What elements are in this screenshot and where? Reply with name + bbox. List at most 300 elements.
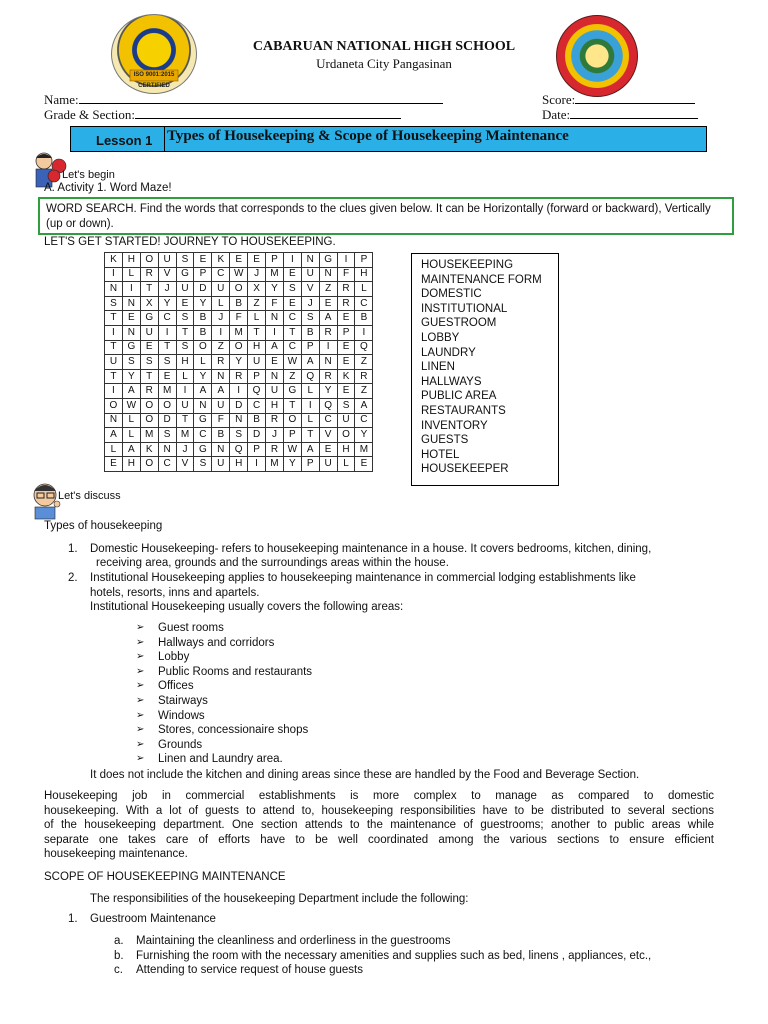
grid-cell[interactable]: E — [337, 384, 355, 399]
grid-cell[interactable]: C — [212, 267, 230, 282]
grid-cell[interactable]: F — [212, 413, 230, 428]
area-list-item — [136, 636, 312, 651]
grid-cell[interactable]: Y — [194, 369, 212, 384]
grid-cell[interactable]: Q — [248, 384, 266, 399]
grid-cell[interactable]: M — [230, 325, 248, 340]
grid-cell[interactable]: L — [122, 413, 140, 428]
grid-cell[interactable]: I — [105, 267, 123, 282]
grid-cell[interactable]: H — [230, 457, 248, 472]
grid-cell[interactable]: Q — [355, 340, 373, 355]
grid-cell[interactable]: Q — [319, 398, 337, 413]
grid-cell[interactable]: H — [176, 355, 194, 370]
grid-cell[interactable]: O — [140, 398, 158, 413]
grid-cell[interactable]: L — [301, 413, 319, 428]
score-field[interactable] — [542, 92, 695, 108]
grid-cell[interactable]: S — [140, 355, 158, 370]
area-label: Public Rooms and restaurants — [158, 665, 313, 678]
iso-badge-text: ISO 9001:2015 CERTIFIED — [133, 72, 175, 89]
grid-cell[interactable]: I — [122, 282, 140, 297]
grid-cell[interactable]: L — [105, 442, 123, 457]
grid-cell[interactable]: A — [301, 442, 319, 457]
grid-cell[interactable]: L — [176, 369, 194, 384]
grid-cell[interactable]: U — [105, 355, 123, 370]
area-list-item — [136, 723, 312, 738]
grid-row — [105, 296, 373, 311]
grid-cell[interactable]: Y — [194, 296, 212, 311]
grid-cell[interactable]: C — [158, 311, 176, 326]
grid-cell[interactable]: E — [248, 253, 266, 268]
grid-cell[interactable]: C — [283, 311, 301, 326]
grid-row — [105, 384, 373, 399]
grid-cell[interactable]: G — [122, 340, 140, 355]
grid-cell[interactable]: L — [337, 457, 355, 472]
lets-discuss-label: Let's discuss — [58, 490, 121, 502]
grid-cell[interactable]: H — [337, 442, 355, 457]
grade-section-line[interactable] — [135, 107, 401, 119]
grid-cell[interactable]: I — [319, 340, 337, 355]
grid-cell[interactable]: C — [194, 428, 212, 443]
grid-cell[interactable]: L — [212, 296, 230, 311]
grid-cell[interactable]: E — [283, 267, 301, 282]
area-label: Stairways — [158, 694, 208, 707]
grid-cell[interactable]: F — [266, 296, 284, 311]
scope-item1: Guestroom Maintenance — [90, 913, 216, 925]
grid-cell[interactable]: V — [158, 267, 176, 282]
grid-cell[interactable]: D — [230, 398, 248, 413]
grid-cell[interactable]: U — [140, 325, 158, 340]
grid-cell[interactable]: I — [158, 325, 176, 340]
word-list-item: HOUSEKEEPING — [421, 259, 514, 271]
grid-cell[interactable]: Z — [248, 296, 266, 311]
grid-cell[interactable]: O — [230, 282, 248, 297]
activity-heading: A. Activity 1. Word Maze! — [44, 182, 172, 194]
grid-cell[interactable]: T — [140, 282, 158, 297]
grid-row — [105, 413, 373, 428]
grid-cell[interactable]: B — [212, 428, 230, 443]
grid-cell[interactable]: K — [105, 253, 123, 268]
grid-cell[interactable]: C — [158, 457, 176, 472]
grid-cell[interactable]: W — [283, 355, 301, 370]
grid-row — [105, 340, 373, 355]
grid-cell[interactable]: I — [266, 325, 284, 340]
grid-cell[interactable]: N — [122, 296, 140, 311]
word-list-item: MAINTENANCE FORM — [421, 273, 542, 286]
grid-cell[interactable]: M — [176, 428, 194, 443]
subitem-letter: a. — [114, 935, 124, 947]
grid-cell[interactable]: H — [122, 253, 140, 268]
date-field[interactable] — [542, 107, 698, 123]
grid-cell[interactable]: T — [158, 340, 176, 355]
grid-cell[interactable]: E — [319, 442, 337, 457]
grid-cell[interactable]: O — [140, 253, 158, 268]
grid-cell[interactable]: V — [301, 282, 319, 297]
lets-begin-label: Let's begin — [62, 169, 115, 181]
grid-cell[interactable]: R — [355, 369, 373, 384]
grid-cell[interactable]: N — [212, 369, 230, 384]
grid-cell[interactable]: T — [105, 311, 123, 326]
grid-cell[interactable]: A — [122, 384, 140, 399]
item2-text: applies to housekeeping maintenance in commercial lodging establishments like — [224, 572, 636, 584]
housekeeping-paragraph — [44, 789, 714, 862]
grid-cell[interactable]: R — [319, 325, 337, 340]
grid-cell[interactable]: N — [301, 253, 319, 268]
item1-title: Domestic Housekeeping — [90, 543, 215, 555]
grid-cell[interactable]: Y — [283, 457, 301, 472]
grid-cell[interactable]: P — [301, 457, 319, 472]
word-search-grid — [104, 252, 373, 472]
grid-cell[interactable]: D — [194, 282, 212, 297]
scope-subitem — [114, 934, 734, 949]
grid-cell[interactable]: Y — [319, 384, 337, 399]
grid-cell[interactable]: N — [122, 325, 140, 340]
date-label: Date: — [542, 107, 571, 122]
grid-cell[interactable]: E — [122, 311, 140, 326]
grid-cell[interactable]: H — [266, 398, 284, 413]
grid-cell[interactable]: E — [337, 355, 355, 370]
grid-cell[interactable]: X — [248, 282, 266, 297]
grid-cell[interactable]: C — [355, 413, 373, 428]
name-field[interactable] — [44, 92, 443, 108]
grid-cell[interactable]: E — [140, 340, 158, 355]
grid-cell[interactable]: E — [230, 253, 248, 268]
grid-cell[interactable]: G — [194, 442, 212, 457]
area-list-item — [136, 650, 312, 665]
grid-cell[interactable]: J — [158, 282, 176, 297]
grid-cell[interactable]: U — [158, 253, 176, 268]
item2-title: Institutional Housekeeping — [90, 572, 225, 584]
grid-cell[interactable]: M — [140, 428, 158, 443]
grid-cell[interactable]: P — [337, 325, 355, 340]
grid-cell[interactable]: E — [194, 253, 212, 268]
grid-cell[interactable]: B — [194, 311, 212, 326]
area-list-item — [136, 665, 312, 680]
scope-subitem — [114, 949, 734, 964]
grid-row — [105, 282, 373, 297]
item1-line — [90, 542, 730, 557]
grid-cell[interactable]: S — [158, 355, 176, 370]
grid-cell[interactable]: O — [194, 340, 212, 355]
grid-cell[interactable]: A — [319, 311, 337, 326]
grid-cell[interactable]: J — [301, 296, 319, 311]
grid-cell[interactable]: Y — [355, 428, 373, 443]
grid-cell[interactable]: Z — [212, 340, 230, 355]
scope-intro: The responsibilities of the housekeeping Department include the following: — [90, 893, 469, 905]
grid-cell[interactable]: F — [230, 311, 248, 326]
grid-cell[interactable]: T — [248, 325, 266, 340]
lesson-header-bar — [70, 126, 707, 152]
grid-cell[interactable]: T — [301, 428, 319, 443]
grid-cell[interactable]: O — [158, 398, 176, 413]
grid-cell[interactable]: L — [194, 355, 212, 370]
journey-heading: LET'S GET STARTED! JOURNEY TO HOUSEKEEPING. — [44, 236, 336, 248]
grid-cell[interactable]: P — [266, 253, 284, 268]
grid-row — [105, 355, 373, 370]
grid-cell[interactable]: U — [266, 384, 284, 399]
grid-cell[interactable]: I — [337, 253, 355, 268]
grid-cell[interactable]: D — [248, 428, 266, 443]
grid-cell[interactable]: B — [355, 311, 373, 326]
grid-cell[interactable]: G — [140, 311, 158, 326]
grid-cell[interactable]: A — [301, 355, 319, 370]
grid-cell[interactable]: B — [301, 325, 319, 340]
grid-cell[interactable]: U — [212, 457, 230, 472]
word-list-item: HOUSEKEEPER — [421, 463, 509, 476]
grid-cell[interactable]: P — [248, 369, 266, 384]
grid-cell[interactable]: N — [319, 267, 337, 282]
grid-cell[interactable]: R — [266, 413, 284, 428]
grid-cell[interactable]: I — [248, 457, 266, 472]
grid-cell[interactable]: E — [355, 457, 373, 472]
grid-cell[interactable]: I — [176, 384, 194, 399]
grid-cell[interactable]: Z — [283, 369, 301, 384]
area-list-item — [136, 709, 312, 724]
grid-cell[interactable]: K — [212, 253, 230, 268]
grid-cell[interactable]: I — [105, 325, 123, 340]
grid-cell[interactable]: N — [266, 311, 284, 326]
subitem-letter: c. — [114, 964, 123, 977]
subitem-letter: b. — [114, 949, 124, 962]
grade-section-label: Grade & Section: — [44, 107, 135, 122]
arrow-bullet-icon: ➢ — [136, 709, 145, 721]
grid-cell[interactable]: M — [355, 442, 373, 457]
grid-cell[interactable]: S — [301, 311, 319, 326]
paragraph-line: of the housekeeping department. One section attends to the maintenance of guestrooms; another to public areas while — [44, 819, 714, 832]
grid-cell[interactable]: G — [283, 384, 301, 399]
grid-cell[interactable]: G — [176, 267, 194, 282]
grid-cell[interactable]: Y — [266, 282, 284, 297]
scope-item1-number: 1. — [68, 913, 78, 925]
grid-cell[interactable]: R — [319, 369, 337, 384]
grid-cell[interactable]: E — [158, 369, 176, 384]
grid-cell[interactable]: T — [283, 325, 301, 340]
grid-cell[interactable]: S — [194, 457, 212, 472]
grid-cell[interactable]: W — [283, 442, 301, 457]
grid-cell[interactable]: W — [122, 398, 140, 413]
grid-cell[interactable]: E — [176, 296, 194, 311]
grid-cell[interactable]: I — [355, 325, 373, 340]
grid-cell[interactable]: V — [176, 457, 194, 472]
grid-row — [105, 311, 373, 326]
grid-cell[interactable]: K — [140, 442, 158, 457]
grid-cell[interactable]: C — [248, 398, 266, 413]
grid-cell[interactable]: U — [337, 413, 355, 428]
grid-cell[interactable]: J — [266, 428, 284, 443]
grid-cell[interactable]: E — [105, 457, 123, 472]
grid-cell[interactable]: P — [283, 428, 301, 443]
grid-cell[interactable]: G — [194, 413, 212, 428]
grid-cell[interactable]: M — [266, 267, 284, 282]
item2-covers: Institutional Housekeeping usually covers the following areas: — [90, 601, 404, 613]
grid-cell[interactable]: A — [105, 428, 123, 443]
grid-cell[interactable]: O — [105, 398, 123, 413]
grid-cell[interactable]: A — [194, 384, 212, 399]
arrow-bullet-icon: ➢ — [136, 680, 145, 692]
grid-cell[interactable]: T — [105, 340, 123, 355]
grid-cell[interactable]: E — [283, 296, 301, 311]
grid-cell[interactable]: J — [212, 311, 230, 326]
grid-cell[interactable]: B — [248, 413, 266, 428]
grid-cell[interactable]: S — [230, 428, 248, 443]
grid-cell[interactable]: R — [140, 267, 158, 282]
area-list-item — [136, 694, 312, 709]
word-list-item: INVENTORY — [421, 419, 488, 432]
grid-cell[interactable]: S — [176, 340, 194, 355]
grid-cell[interactable]: B — [194, 325, 212, 340]
grid-cell[interactable]: W — [230, 267, 248, 282]
grid-cell[interactable]: I — [212, 325, 230, 340]
grid-cell[interactable]: Y — [158, 296, 176, 311]
grid-cell[interactable]: N — [319, 355, 337, 370]
grid-cell[interactable]: A — [355, 398, 373, 413]
grid-cell[interactable]: T — [140, 369, 158, 384]
grid-cell[interactable]: U — [319, 457, 337, 472]
grid-cell[interactable]: H — [122, 457, 140, 472]
grid-cell[interactable]: A — [122, 442, 140, 457]
paragraph-line: housekeeping. With a lot of guests to attend to, housekeeping responsibilities have to be distributed to several sections — [44, 804, 714, 817]
grid-cell[interactable]: S — [337, 398, 355, 413]
lesson-title: Types of Housekeeping & Scope of Housekeeping Maintenance — [167, 128, 569, 144]
grid-cell[interactable]: L — [248, 311, 266, 326]
word-list-box — [411, 253, 559, 486]
grid-cell[interactable]: Y — [122, 369, 140, 384]
grid-cell[interactable]: S — [158, 428, 176, 443]
grid-cell[interactable]: C — [319, 413, 337, 428]
subitem-text: Furnishing the room with the necessary amenities and supplies such as bed, linens , appliances, etc., — [136, 949, 652, 962]
name-line[interactable] — [79, 92, 443, 104]
grid-cell[interactable]: E — [266, 355, 284, 370]
grade-section-field[interactable] — [44, 107, 401, 123]
grid-cell[interactable]: Z — [355, 384, 373, 399]
grid-cell[interactable]: I — [230, 384, 248, 399]
grid-cell[interactable]: O — [230, 340, 248, 355]
grid-cell[interactable]: S — [283, 282, 301, 297]
score-line[interactable] — [575, 92, 695, 104]
grid-cell[interactable]: E — [337, 340, 355, 355]
area-label: Linen and Laundry area. — [158, 753, 283, 766]
grid-cell[interactable]: L — [301, 384, 319, 399]
grid-cell[interactable]: T — [105, 369, 123, 384]
grid-cell[interactable]: H — [248, 340, 266, 355]
grid-cell[interactable]: S — [176, 253, 194, 268]
grid-cell[interactable]: L — [355, 282, 373, 297]
grid-cell[interactable]: K — [337, 369, 355, 384]
arrow-bullet-icon: ➢ — [136, 694, 145, 706]
grid-cell[interactable]: D — [158, 413, 176, 428]
grid-cell[interactable]: V — [319, 428, 337, 443]
grid-cell[interactable]: N — [230, 413, 248, 428]
grid-cell[interactable]: N — [194, 398, 212, 413]
grid-cell[interactable]: A — [266, 340, 284, 355]
grid-cell[interactable]: J — [248, 267, 266, 282]
item2-continuation: hotels, resorts, inns and apartels. — [90, 587, 260, 599]
grid-cell[interactable]: N — [266, 369, 284, 384]
arrow-bullet-icon: ➢ — [136, 665, 145, 677]
grid-cell[interactable]: L — [122, 267, 140, 282]
grid-cell[interactable]: S — [122, 355, 140, 370]
instruction-box — [38, 197, 734, 235]
grid-cell[interactable]: E — [319, 296, 337, 311]
grid-cell[interactable]: O — [140, 413, 158, 428]
grid-cell[interactable]: P — [301, 340, 319, 355]
grid-cell[interactable]: C — [283, 340, 301, 355]
grid-cell[interactable]: U — [212, 282, 230, 297]
grid-cell[interactable]: P — [194, 267, 212, 282]
date-line[interactable] — [570, 107, 698, 119]
grid-cell[interactable]: U — [301, 267, 319, 282]
grid-cell[interactable]: U — [176, 398, 194, 413]
grid-cell[interactable]: G — [319, 253, 337, 268]
grid-cell[interactable]: I — [105, 384, 123, 399]
grid-cell[interactable]: Q — [230, 442, 248, 457]
item1-continuation: receiving area, grounds and the surroundings areas within the house. — [96, 557, 449, 569]
grid-cell[interactable]: T — [176, 413, 194, 428]
grid-cell[interactable]: Y — [230, 355, 248, 370]
word-list-item: LAUNDRY — [421, 346, 476, 359]
grid-cell[interactable]: Q — [301, 369, 319, 384]
grid-cell[interactable]: R — [337, 296, 355, 311]
grid-cell[interactable]: N — [105, 413, 123, 428]
grid-cell[interactable]: A — [212, 384, 230, 399]
grid-row — [105, 442, 373, 457]
grid-cell[interactable]: E — [337, 311, 355, 326]
item2-number: 2. — [68, 572, 78, 584]
grid-cell[interactable]: T — [176, 325, 194, 340]
arrow-bullet-icon: ➢ — [136, 738, 145, 750]
grid-cell[interactable]: M — [158, 384, 176, 399]
grid-cell[interactable]: Z — [319, 282, 337, 297]
grid-cell[interactable]: Z — [355, 355, 373, 370]
item1-text: - refers to housekeeping maintenance in a house. It covers bedrooms, kitchen, dining, — [214, 543, 652, 555]
grid-cell[interactable]: N — [212, 442, 230, 457]
grid-cell[interactable]: L — [122, 428, 140, 443]
grid-cell[interactable]: J — [176, 442, 194, 457]
grid-cell[interactable]: R — [230, 369, 248, 384]
grid-cell[interactable]: R — [266, 442, 284, 457]
grid-cell[interactable]: M — [266, 457, 284, 472]
grid-cell[interactable]: N — [158, 442, 176, 457]
grid-cell[interactable]: R — [337, 282, 355, 297]
grid-cell[interactable]: I — [301, 398, 319, 413]
grid-row — [105, 428, 373, 443]
word-list-item: RESTAURANTS — [421, 404, 506, 417]
grid-cell[interactable]: U — [248, 355, 266, 370]
grid-cell[interactable]: R — [140, 384, 158, 399]
grid-cell[interactable]: U — [212, 398, 230, 413]
not-include-text: It does not include the kitchen and dining areas since these are handled by the Food and Beverage Section. — [90, 769, 640, 781]
grid-cell[interactable]: R — [212, 355, 230, 370]
grid-cell[interactable]: T — [283, 398, 301, 413]
arrow-bullet-icon: ➢ — [136, 724, 145, 736]
grid-cell[interactable]: O — [337, 428, 355, 443]
grid-cell[interactable]: O — [140, 457, 158, 472]
area-label: Guest rooms — [158, 622, 224, 634]
grid-cell[interactable]: C — [355, 296, 373, 311]
grid-cell[interactable]: H — [355, 267, 373, 282]
grid-cell[interactable]: F — [337, 267, 355, 282]
grid-cell[interactable]: S — [176, 311, 194, 326]
grid-cell[interactable]: S — [105, 296, 123, 311]
grid-cell[interactable]: P — [248, 442, 266, 457]
grid-cell[interactable]: B — [230, 296, 248, 311]
grid-cell[interactable]: N — [105, 282, 123, 297]
word-list-item: GUESTS — [421, 434, 469, 447]
grid-cell[interactable]: I — [283, 253, 301, 268]
grid-cell[interactable]: U — [176, 282, 194, 297]
grid-cell[interactable]: O — [283, 413, 301, 428]
arrow-bullet-icon: ➢ — [136, 636, 145, 648]
grid-cell[interactable]: P — [355, 253, 373, 268]
grid-cell[interactable]: X — [140, 296, 158, 311]
